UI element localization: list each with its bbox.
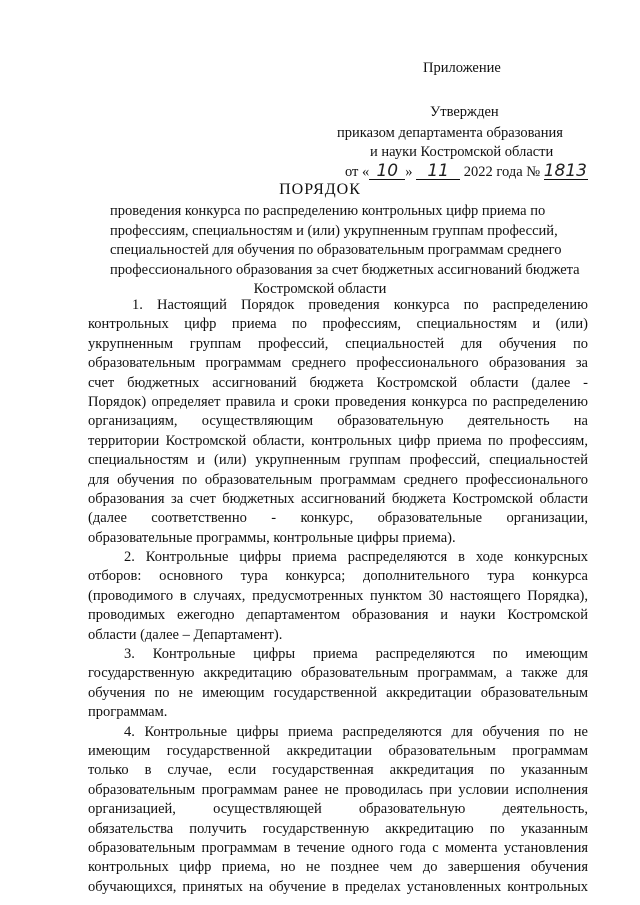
paragraph-line: счет бюджетных ассигнований бюджета Костромской области (далее - bbox=[88, 374, 588, 391]
paragraph-line: проводимых ежегодно департаментом образования и науки Костромской bbox=[88, 607, 588, 624]
order-day-handwritten: 10 bbox=[369, 163, 405, 180]
order-issuer-line2: и науки Костромской области bbox=[370, 144, 554, 160]
paragraph-line: обучающихся, принятых на обучение в пределах установленных контрольных bbox=[88, 878, 588, 895]
subtitle-line: специальностей для обучения по образовательным программам среднего bbox=[110, 242, 562, 258]
paragraph-line: специальностям и (или) укрупненным группам профессий, специальностей bbox=[88, 452, 588, 469]
paragraph-line: образования за счет бюджетных ассигнований бюджета Костромской области bbox=[88, 490, 588, 507]
paragraph-line: программам. bbox=[88, 704, 168, 721]
paragraph-line: контрольных цифр приема по профессиям, специальностям и (или) bbox=[88, 316, 588, 333]
paragraph-line: 4. Контрольные цифры приема распределяются для обучения по не bbox=[124, 723, 588, 740]
paragraph-4 bbox=[88, 723, 588, 898]
paragraph-line: имеющим государственной аккредитации образовательным программам bbox=[88, 742, 588, 759]
appendix-label: Приложение bbox=[423, 60, 501, 76]
paragraph-line: 2. Контрольные цифры приема распределяются в ходе конкурсных bbox=[124, 549, 588, 566]
paragraph-3 bbox=[88, 645, 588, 723]
paragraph-line: 1. Настоящий Порядок проведения конкурса по распределению bbox=[132, 297, 588, 313]
document-body bbox=[88, 296, 588, 897]
paragraph-line: территории Костромской области, контрольных цифр приема по профессиям, bbox=[88, 432, 588, 449]
paragraph-line: отборов: основного тура конкурса; дополнительного тура конкурса bbox=[88, 568, 588, 585]
order-date-line bbox=[345, 150, 588, 182]
order-number-handwritten: 1813 bbox=[543, 161, 587, 181]
paragraph-line: организацией, осуществляющей образовательную деятельность, bbox=[88, 801, 588, 818]
paragraph-line: образовательным программам в течение одного года с момента установления bbox=[88, 839, 588, 856]
paragraph-line: (далее соответственно - конкурс, образовательные организации, bbox=[88, 510, 588, 527]
order-month-handwritten: 11 bbox=[416, 163, 460, 180]
paragraph-line: государственную аккредитацию образовательным программам, а также для bbox=[88, 665, 588, 682]
paragraph-1 bbox=[88, 296, 588, 548]
paragraph-line: 3. Контрольные цифры приема распределяются по имеющим bbox=[124, 646, 588, 663]
document-subtitle bbox=[110, 202, 580, 300]
order-date-mid: » bbox=[405, 164, 413, 180]
order-issuer-line1: приказом департамента образования bbox=[337, 125, 563, 141]
subtitle-line: Костромской области bbox=[253, 281, 387, 297]
paragraph-line: области (далее – Департамент). bbox=[88, 626, 283, 643]
subtitle-line: профессиям, специальностям и (или) укрупненным группам профессий, bbox=[110, 222, 558, 239]
order-year: 2022 года № bbox=[463, 164, 541, 180]
paragraph-line: образовательным программам ранее не проводилась при условии исполнения bbox=[88, 781, 588, 798]
paragraph-line: контрольных цифр приема, но не позднее чем до завершения обучения bbox=[88, 859, 588, 876]
paragraph-2 bbox=[88, 548, 588, 645]
paragraph-line: укрупненным группам профессий, специальностей для обучения по bbox=[88, 335, 588, 352]
paragraph-line: образовательным программам среднего профессионального образования за bbox=[88, 355, 588, 372]
paragraph-line: Порядок) определяет правила и сроки проведения конкурса по распределению bbox=[88, 393, 588, 410]
subtitle-line: проведения конкурса по распределению контрольных цифр приема по bbox=[110, 203, 546, 219]
order-date-prefix: от « bbox=[345, 164, 370, 180]
paragraph-line: (проводимого в случаях, предусмотренных пунктом 30 настоящего Порядка), bbox=[88, 587, 588, 604]
paragraph-line: организациям, осуществляющим образовательную деятельность на bbox=[88, 413, 588, 430]
document-title: ПОРЯДОК bbox=[279, 181, 361, 198]
paragraph-line: образовательные программы, контрольные цифры приема). bbox=[88, 529, 456, 546]
paragraph-line: обязательства получить государственную аккредитацию по указанным bbox=[88, 820, 588, 837]
approved-label: Утвержден bbox=[430, 104, 499, 120]
paragraph-line: только в случае, если государственная аккредитация по указанным bbox=[88, 762, 588, 779]
subtitle-line: профессионального образования за счет бюджетных ассигнований бюджета bbox=[110, 261, 580, 278]
paragraph-line: для обучения по образовательным программам среднего профессионального bbox=[88, 471, 588, 488]
paragraph-line: обучения по не имеющим государственной аккредитации образовательным bbox=[88, 684, 588, 701]
